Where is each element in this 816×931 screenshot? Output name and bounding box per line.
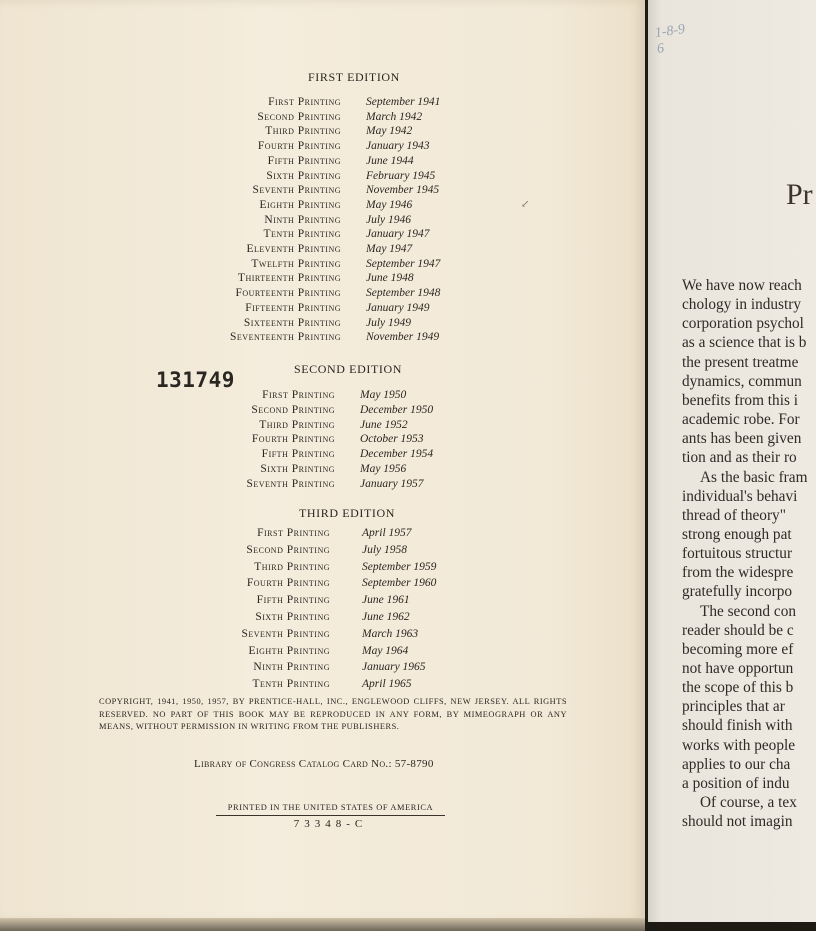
preface-title: Pr xyxy=(786,178,813,211)
printing-ordinal: Seventh Printing xyxy=(246,477,335,490)
first_edition-printing-row xyxy=(0,95,645,110)
preface-page xyxy=(648,0,816,922)
preface-line: fortuitous structur xyxy=(682,545,793,563)
preface-line: gratefully incorpo xyxy=(682,583,793,601)
printing-date: May 1950 xyxy=(360,389,407,401)
printing-date: January 1957 xyxy=(360,477,424,490)
printing-ordinal: Fourth Printing xyxy=(246,577,330,590)
printing-date: September 1947 xyxy=(366,257,441,270)
printing-date: April 1965 xyxy=(362,678,412,691)
preface-line: We have now reach xyxy=(682,277,802,294)
preface-line: dynamics, commun xyxy=(682,372,802,390)
third_edition-printing-row xyxy=(0,593,645,608)
printing-ordinal: Tenth Printing xyxy=(263,228,341,241)
preface-line: As the basic fram xyxy=(700,468,808,486)
second_edition-printing-row xyxy=(0,447,645,462)
preface-line: the scope of this b xyxy=(682,679,794,697)
preface-line: as a science that is b xyxy=(682,334,807,352)
printing-date: January 1947 xyxy=(366,228,430,241)
printing-date: March 1963 xyxy=(362,627,419,640)
printing-ordinal: Seventh Printing xyxy=(252,184,341,197)
printing-date: October 1953 xyxy=(360,433,424,446)
second_edition-printing-row xyxy=(0,477,645,492)
third_edition-printing-row xyxy=(0,627,645,642)
copyright-notice: COPYRIGHT, 1941, 1950, 1957, BY PRENTICE-HALL, INC., ENGLEWOOD CLIFFS, NEW JERSEY. ALL RIGHTS RESERVED. NO PART OF THIS BOOK MAY BE REPRODUCED IN ANY FORM, BY MIMEOGRAPH OR ANY MEANS, WITHOUT PERMISSION IN WRITING FROM THE PUBLISHERS. xyxy=(99,697,567,731)
printing-ordinal: Third Printing xyxy=(265,125,341,138)
printing-date: July 1949 xyxy=(366,316,412,329)
preface-line: tion and as their ro xyxy=(682,449,797,467)
preface-line: reader should be c xyxy=(682,621,794,639)
preface-line: from the widespre xyxy=(682,564,794,582)
printing-ordinal: Second Printing xyxy=(246,543,330,556)
printing-ordinal: First Printing xyxy=(262,389,335,401)
printing-date: May 1956 xyxy=(360,463,407,475)
preface-line: chology in industry xyxy=(682,296,801,314)
preface-line: individual's behavi xyxy=(682,487,798,505)
printing-date: December 1950 xyxy=(360,403,434,416)
third_edition-printing-row xyxy=(0,526,645,541)
printing-ordinal: Sixteenth Printing xyxy=(243,316,341,329)
first_edition-printing-row xyxy=(0,257,645,272)
preface-line: benefits from this i xyxy=(682,391,798,409)
printing-date: June 1944 xyxy=(366,154,414,167)
printing-ordinal: Second Printing xyxy=(257,110,341,123)
first-edition-heading: FIRST EDITION xyxy=(308,70,400,84)
printing-ordinal: Seventeenth Printing xyxy=(230,331,341,344)
library-of-congress-number: Library of Congress Catalog Card No.: 57-8790 xyxy=(194,758,434,770)
page-edge xyxy=(0,918,645,931)
printing-date: July 1958 xyxy=(362,543,408,556)
printing-date: June 1952 xyxy=(360,418,408,431)
printing-ordinal: Eleventh Printing xyxy=(246,243,341,255)
printing-date: April 1957 xyxy=(362,527,412,539)
printing-ordinal: Eighth Printing xyxy=(259,198,341,211)
preface-line: the present treatme xyxy=(682,353,799,371)
first_edition-printing-row xyxy=(0,139,645,154)
printing-date: September 1959 xyxy=(362,560,437,573)
printing-date: May 1947 xyxy=(366,243,413,255)
printing-date: May 1946 xyxy=(366,198,413,211)
printing-ordinal: Fifth Printing xyxy=(256,594,330,607)
second_edition-printing-row xyxy=(0,462,645,477)
printing-date: June 1961 xyxy=(362,594,410,607)
second_edition-printing-row xyxy=(0,388,645,403)
preface-line: The second con xyxy=(700,602,796,620)
printing-date: March 1942 xyxy=(366,110,423,123)
printing-date: December 1954 xyxy=(360,448,434,461)
printing-ordinal: Tenth Printing xyxy=(252,678,330,691)
first_edition-printing-row xyxy=(0,183,645,198)
first_edition-printing-row xyxy=(0,316,645,331)
second_edition-printing-row xyxy=(0,403,645,418)
handwritten-note: 1-8-9 6 xyxy=(653,22,687,57)
preface-line: strong enough pat xyxy=(682,525,792,543)
printing-ordinal: Third Printing xyxy=(254,560,330,573)
preface-line: corporation psychol xyxy=(682,315,804,333)
preface-line: academic robe. For xyxy=(682,411,800,429)
second-edition-heading: SECOND EDITION xyxy=(293,362,403,376)
printing-date: July 1946 xyxy=(366,213,412,226)
printing-date: June 1948 xyxy=(366,272,414,285)
printing-ordinal: Twelfth Printing xyxy=(251,257,341,270)
printing-ordinal: Eighth Printing xyxy=(248,644,330,657)
printing-ordinal: Fifth Printing xyxy=(261,448,335,461)
first_edition-printing-row xyxy=(0,213,645,228)
first_edition-printing-row xyxy=(0,198,645,213)
preface-line: should finish with xyxy=(682,717,793,735)
second_edition-printing-row xyxy=(0,418,645,433)
first_edition-printing-row xyxy=(0,301,645,316)
preface-line: should not imagin xyxy=(682,813,793,831)
preface-line: a position of indu xyxy=(682,774,790,792)
printed-in-notice: PRINTED IN THE UNITED STATES OF AMERICA xyxy=(216,803,445,816)
printing-ordinal: Fourth Printing xyxy=(251,433,335,446)
printing-ordinal: First Printing xyxy=(257,527,330,539)
printing-ordinal: Second Printing xyxy=(251,403,335,416)
preface-line: ants has been given xyxy=(682,430,802,448)
printing-date: May 1964 xyxy=(362,644,409,657)
third_edition-printing-row xyxy=(0,677,645,692)
third_edition-printing-row xyxy=(0,644,645,659)
third_edition-printing-row xyxy=(0,576,645,591)
first_edition-printing-row xyxy=(0,286,645,301)
first_edition-printing-row xyxy=(0,110,645,125)
printing-ordinal: Fifth Printing xyxy=(267,154,341,167)
printing-ordinal: Fifteenth Printing xyxy=(245,301,341,314)
third_edition-printing-row xyxy=(0,560,645,575)
printing-ordinal: Sixth Printing xyxy=(266,169,341,182)
preface-line: Of course, a tex xyxy=(700,794,797,812)
preface-line: not have opportun xyxy=(682,660,794,677)
printing-ordinal: Fourth Printing xyxy=(257,140,341,153)
printing-ordinal: Seventh Printing xyxy=(241,627,330,640)
printing-date: February 1945 xyxy=(366,169,436,182)
printing-date: January 1949 xyxy=(366,301,430,314)
printing-ordinal: Thirteenth Printing xyxy=(237,272,341,285)
printing-ordinal: Sixth Printing xyxy=(255,611,330,623)
printing-ordinal: Third Printing xyxy=(259,418,335,431)
printing-date: November 1945 xyxy=(366,184,440,197)
preface-line: becoming more ef xyxy=(682,640,794,658)
printing-date: September 1960 xyxy=(362,577,437,590)
first_edition-printing-row xyxy=(0,169,645,184)
accession-stamp: 131749 xyxy=(156,368,235,392)
preface-line: applies to our cha xyxy=(682,755,791,773)
pencil-mark-icon: ↙ xyxy=(521,199,530,210)
third_edition-printing-row xyxy=(0,660,645,675)
third_edition-printing-row xyxy=(0,610,645,625)
printing-ordinal: Sixth Printing xyxy=(260,463,335,475)
first_edition-printing-row xyxy=(0,227,645,242)
printing-ordinal: Fourteenth Printing xyxy=(235,287,341,300)
printing-date: June 1962 xyxy=(362,611,410,623)
printing-date: January 1943 xyxy=(366,140,430,153)
printing-date: November 1949 xyxy=(366,331,440,344)
printing-ordinal: First Printing xyxy=(268,96,341,108)
third_edition-printing-row xyxy=(0,543,645,558)
print-code: 73348-C xyxy=(293,818,368,830)
printing-date: September 1948 xyxy=(366,287,441,300)
printing-date: September 1941 xyxy=(366,96,441,108)
first_edition-printing-row xyxy=(0,154,645,169)
first_edition-printing-row xyxy=(0,242,645,257)
printing-date: January 1965 xyxy=(362,661,426,674)
preface-line: thread of theory" xyxy=(682,506,786,524)
third-edition-heading: THIRD EDITION xyxy=(298,506,396,520)
printing-ordinal: Ninth Printing xyxy=(253,661,330,674)
second_edition-printing-row xyxy=(0,432,645,447)
preface-line: works with people xyxy=(682,736,796,754)
printing-ordinal: Ninth Printing xyxy=(264,213,341,226)
printing-date: May 1942 xyxy=(366,125,413,138)
first_edition-printing-row xyxy=(0,330,645,345)
first_edition-printing-row xyxy=(0,271,645,286)
first_edition-printing-row xyxy=(0,124,645,139)
preface-line: principles that ar xyxy=(682,698,785,716)
